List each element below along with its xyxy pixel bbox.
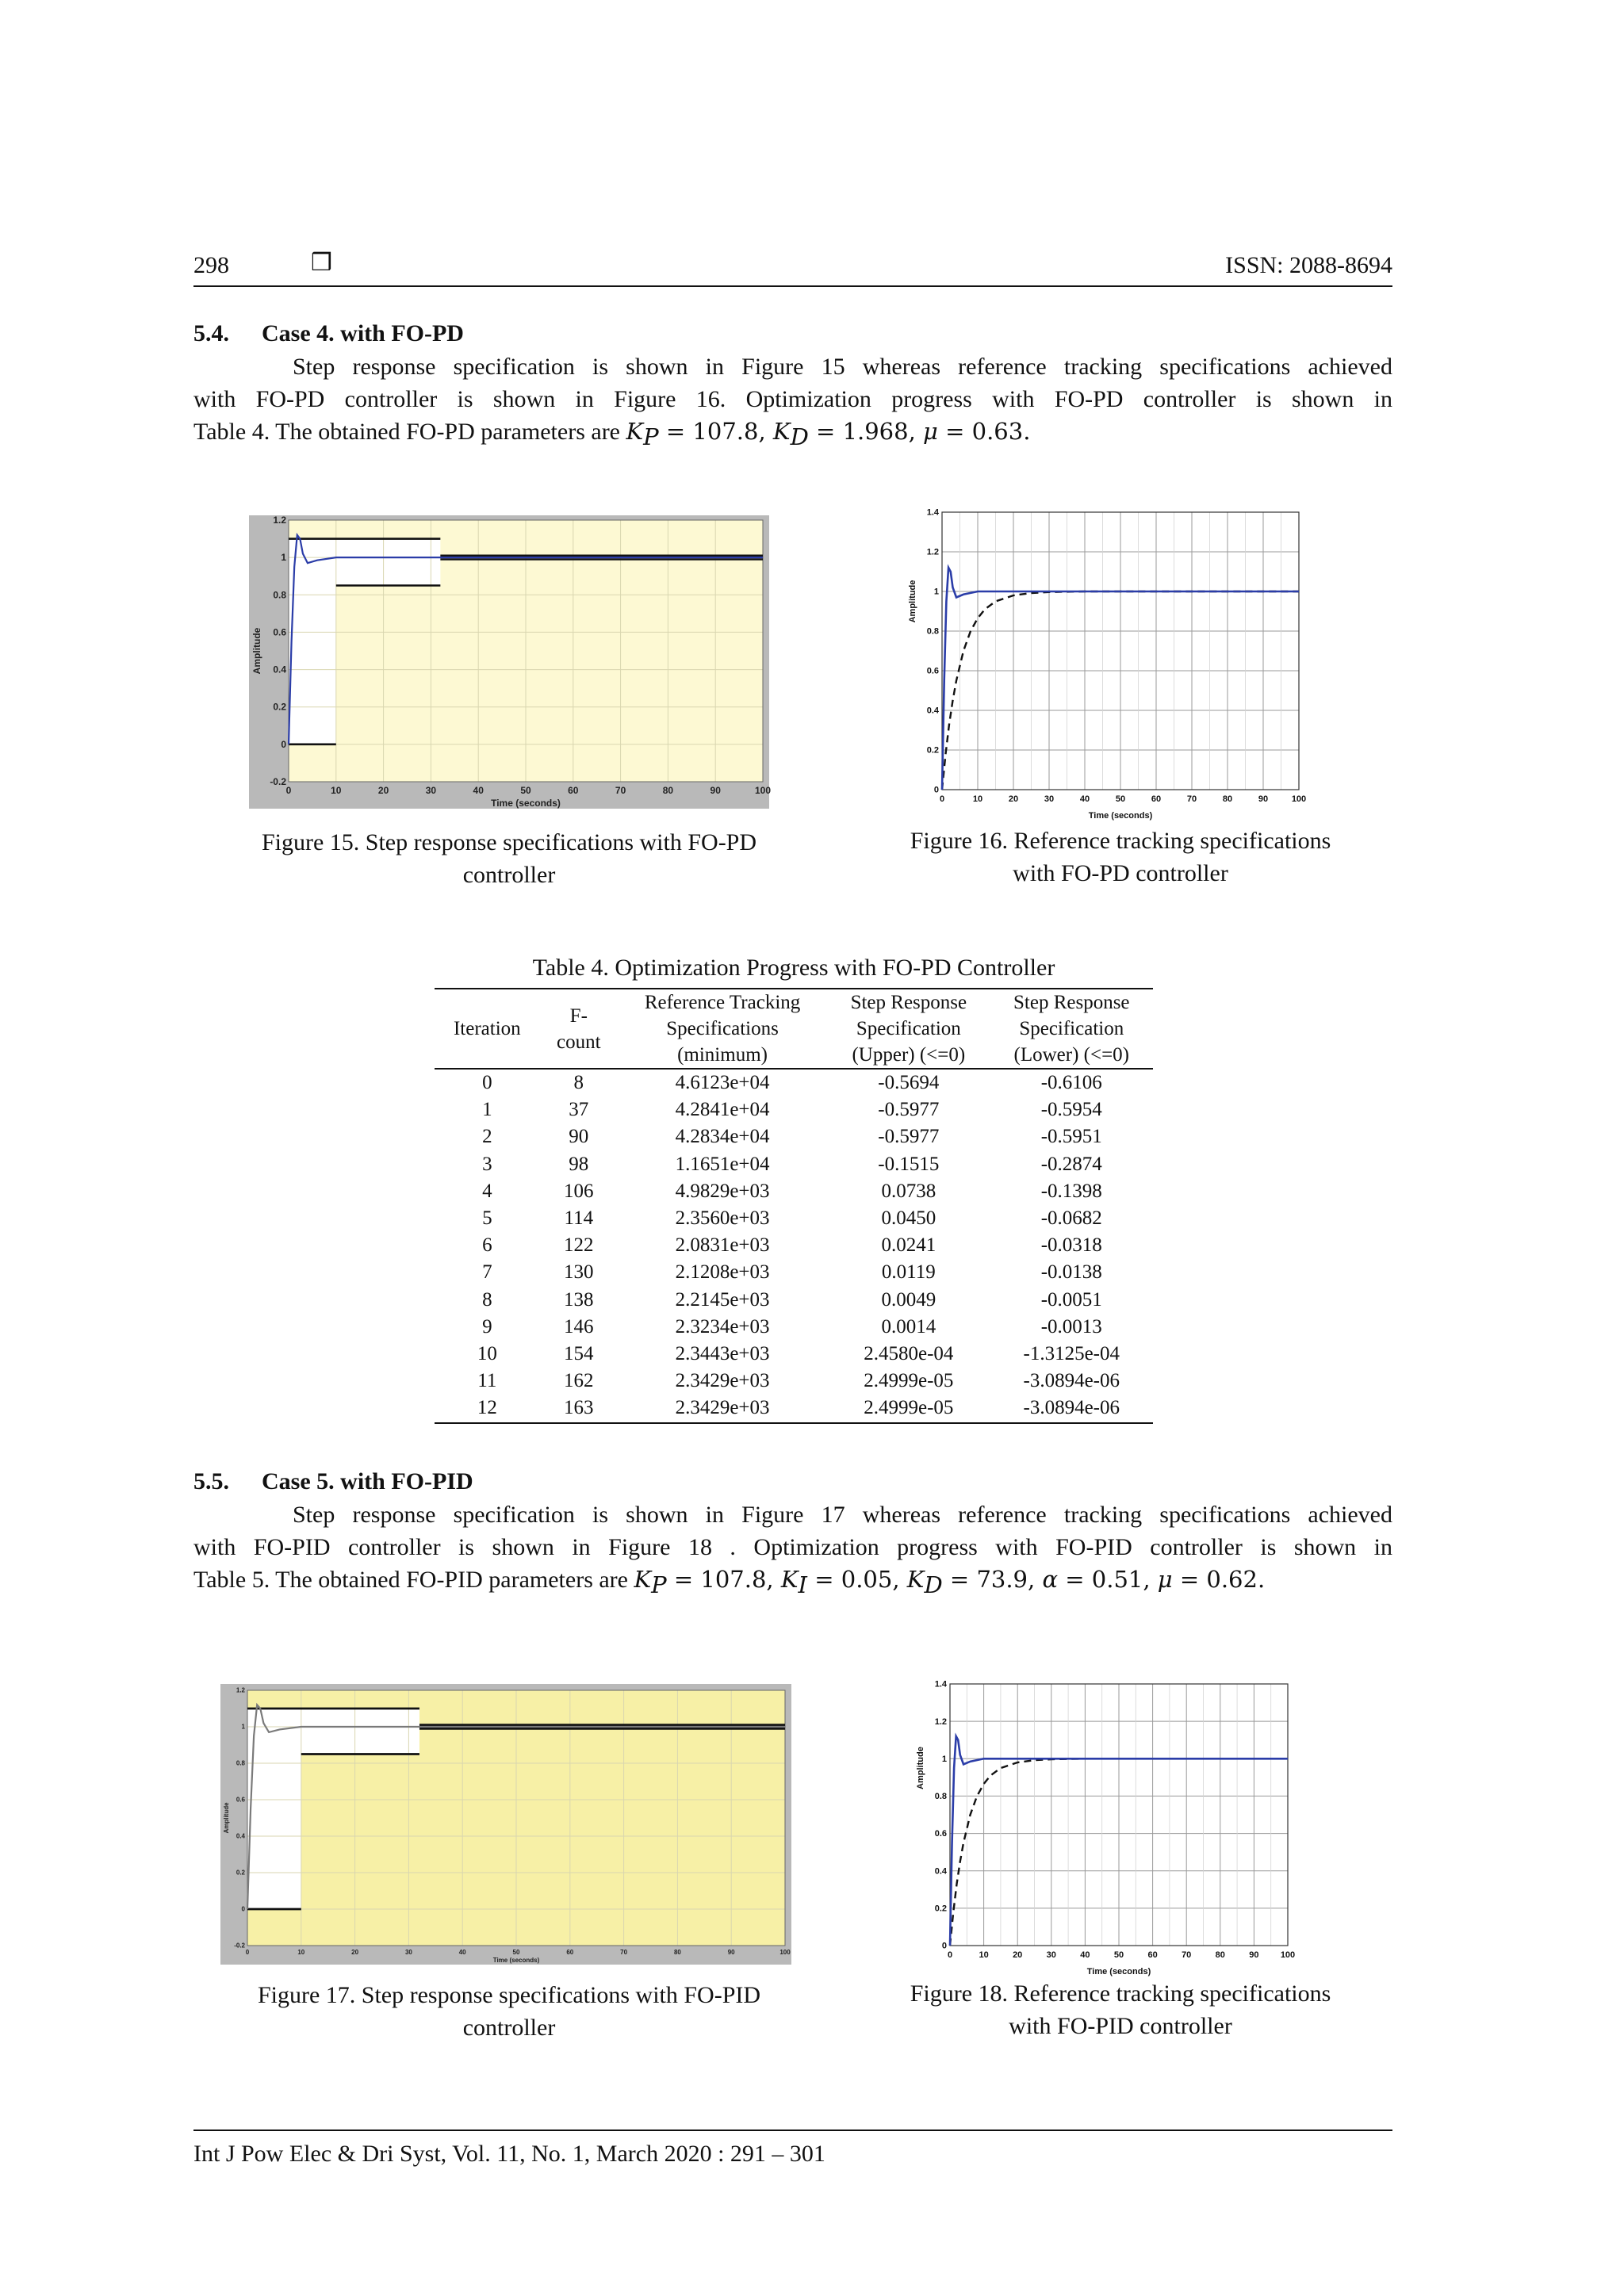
table-row (435, 1259, 1153, 1286)
caption-line: Figure 17. Step response specifications with FO-PID (257, 1982, 761, 2008)
x-tick-label: 20 (1013, 1950, 1023, 1960)
table-cell: 162 (564, 1370, 594, 1392)
table-cell: 163 (564, 1397, 594, 1419)
box-glyph: ❒ (311, 250, 332, 276)
table-row (435, 1232, 1153, 1259)
x-axis-label: Time (seconds) (491, 798, 561, 809)
x-tick-label: 50 (512, 1949, 520, 1956)
table-cell: -1.3125e-04 (1023, 1343, 1120, 1365)
header-line: Step Response (1013, 992, 1130, 1013)
feasible-zone (301, 1709, 419, 1755)
y-tick-label: 0.2 (273, 701, 286, 713)
caption-line: Figure 18. Reference tracking specifications (910, 1980, 1331, 2007)
figure-17-chart (220, 1684, 791, 1965)
caption-line: Figure 15. Step response specifications with FO-PD (261, 829, 757, 855)
x-tick-label: 70 (615, 785, 626, 796)
x-tick-label: 10 (331, 785, 342, 796)
header-line: F- (569, 1004, 588, 1027)
section-title: Case 5. with FO-PID (262, 1468, 473, 1494)
table-cell: 0.0049 (881, 1288, 936, 1311)
table-cell: 6 (482, 1234, 492, 1257)
table-cell: 12 (477, 1397, 497, 1419)
table-cell: -0.1515 (878, 1153, 940, 1175)
y-tick-label: 0.6 (926, 666, 939, 676)
x-tick-label: 40 (1079, 794, 1090, 804)
x-tick-label: 60 (1147, 1950, 1158, 1960)
footer-rule (193, 2130, 1392, 2131)
table-cell: 4 (482, 1180, 492, 1202)
journal-issn: ISSN: 2088-8694 (1225, 252, 1392, 278)
table-cell: 130 (564, 1261, 594, 1284)
header-line: Reference Tracking (644, 992, 801, 1013)
y-tick-label: 1.2 (934, 1716, 947, 1727)
table-row (435, 1069, 1153, 1096)
x-tick-label: 100 (1291, 794, 1307, 804)
caption-line: controller (462, 862, 556, 888)
table-cell: -0.0318 (1040, 1234, 1102, 1257)
table-row (435, 1395, 1153, 1422)
table-cell: -0.0051 (1040, 1288, 1102, 1311)
table-cell: 9 (482, 1315, 492, 1337)
section-title: Case 4. with FO-PD (262, 320, 464, 346)
section-heading-5-5 (193, 1468, 473, 1495)
page-number: 298 (193, 252, 229, 278)
y-axis-label: Amplitude (908, 580, 917, 623)
table-cell: 0.0119 (881, 1261, 936, 1284)
table-cell: 2.3560e+03 (675, 1207, 770, 1230)
footer-citation: Int J Pow Elec & Dri Syst, Vol. 11, No. 1, March 2020 : 291 – 301 (193, 2141, 825, 2167)
x-tick-label: 30 (1046, 1950, 1056, 1960)
y-tick-label: 0.6 (273, 626, 286, 638)
table-cell: -0.5977 (878, 1126, 940, 1148)
x-tick-label: 0 (245, 1949, 250, 1956)
header-line: Step Response (850, 992, 967, 1013)
y-axis-label: Amplitude (223, 1802, 230, 1834)
x-tick-label: 0 (947, 1950, 953, 1960)
x-tick-label: 80 (673, 1949, 681, 1956)
y-tick-label: 0 (281, 738, 286, 750)
x-tick-label: 20 (377, 785, 389, 796)
table-cell: 2.3443e+03 (675, 1343, 770, 1365)
table-row (435, 1287, 1153, 1314)
table-cell: -0.1398 (1040, 1180, 1102, 1202)
x-tick-label: 10 (979, 1950, 989, 1960)
paragraph-line-text: Table 5. The obtained FO-PID parameters are (193, 1567, 628, 1593)
x-tick-label: 40 (458, 1949, 466, 1956)
paragraph-line: with FO-PD controller is shown in Figure 16. Optimization progress with FO-PD controller is shown in (193, 386, 1392, 412)
y-tick-label: -0.2 (270, 776, 286, 787)
y-tick-label: 1.2 (236, 1686, 245, 1694)
table-cell: 2.4999e-05 (864, 1397, 954, 1419)
x-axis-label: Time (seconds) (1088, 811, 1153, 821)
y-tick-label: 1 (241, 1723, 245, 1731)
table-cell: 114 (564, 1207, 594, 1230)
caption-line: Figure 16. Reference tracking specifications (910, 828, 1331, 854)
x-tick-label: 10 (297, 1949, 305, 1956)
table-header-row (435, 989, 1153, 1069)
table-row (435, 1096, 1153, 1123)
table-cell: 0.0241 (881, 1234, 936, 1257)
y-tick-label: 0.2 (236, 1869, 245, 1877)
y-tick-label: 0.4 (926, 706, 939, 716)
table-cell: -0.5694 (878, 1072, 940, 1093)
x-tick-label: 100 (1280, 1950, 1296, 1960)
y-tick-label: 1 (941, 1754, 947, 1764)
section-number: 5.4. (193, 320, 229, 346)
paragraph-line: Step response specification is shown in Figure 17 whereas reference tracking specifications achieved (293, 1502, 1392, 1528)
figure-18-chart (901, 1676, 1297, 1976)
math-params: $K_P = 107.8$, $K_D = 1.968$, μ = 0.63. (626, 418, 1031, 450)
table-cell: -0.5951 (1040, 1126, 1102, 1148)
x-tick-label: 50 (520, 785, 531, 796)
paragraph-line-text: Table 4. The obtained FO-PD parameters are (193, 419, 620, 445)
figure-15-chart (249, 515, 772, 809)
table-cell: 0.0738 (881, 1180, 936, 1202)
figure-16-chart (901, 507, 1313, 823)
table-cell: 0 (482, 1072, 492, 1093)
table-row (435, 1368, 1153, 1395)
x-tick-label: 80 (1215, 1950, 1225, 1960)
table-cell: 2 (482, 1126, 492, 1148)
table-header-cell (540, 989, 618, 1069)
x-tick-label: 20 (1008, 794, 1019, 804)
math-params: $K_P = 107.8$, $K_I = 0.05$, $K_D = 73.9$, α = 0.51, μ = 0.62. (634, 1566, 1266, 1598)
caption-line: with FO-PD controller (1013, 860, 1228, 886)
x-axis-label: Time (seconds) (492, 1957, 540, 1964)
table-row (435, 1178, 1153, 1205)
y-tick-label: 1.2 (926, 547, 939, 557)
table-cell: 2.2145e+03 (675, 1288, 770, 1311)
x-tick-label: 60 (1151, 794, 1162, 804)
table-cell: 2.1208e+03 (675, 1261, 770, 1284)
x-tick-label: 0 (285, 785, 292, 796)
table-row (435, 1151, 1153, 1178)
x-tick-label: 60 (568, 785, 579, 796)
table-cell: -0.2874 (1040, 1153, 1102, 1175)
table-cell: -0.0682 (1040, 1207, 1102, 1230)
y-tick-label: 0 (941, 1941, 947, 1951)
table-header-cell (618, 989, 827, 1069)
header-line: Iteration (453, 1018, 521, 1039)
table-cell: 2.3429e+03 (675, 1397, 770, 1419)
y-tick-label: 0.2 (926, 745, 939, 756)
table-cell: 2.0831e+03 (675, 1234, 770, 1257)
header-line: (Upper) (<=0) (852, 1044, 966, 1066)
header-line: Specification (856, 1018, 961, 1039)
table-cell: 90 (569, 1126, 589, 1148)
table-cell: -0.5954 (1040, 1099, 1102, 1121)
table-cell: 4.2834e+04 (675, 1126, 770, 1148)
table-cell: -0.0013 (1040, 1315, 1102, 1337)
table-cell: 138 (564, 1288, 594, 1311)
x-tick-label: 50 (1115, 794, 1126, 804)
table-cell: -3.0894e-06 (1023, 1370, 1120, 1392)
table-cell: 0.0014 (881, 1315, 936, 1337)
table-cell: 2.4999e-05 (864, 1370, 954, 1392)
table-row (435, 1341, 1153, 1368)
table-cell: 37 (569, 1099, 589, 1121)
feasible-zone (289, 539, 336, 744)
y-axis-label: Amplitude (916, 1747, 925, 1789)
table-cell: 4.2841e+04 (675, 1099, 770, 1121)
caption-line: with FO-PID controller (1009, 2013, 1232, 2039)
y-tick-label: 0.8 (926, 626, 939, 637)
x-tick-label: 90 (710, 785, 721, 796)
y-tick-label: 1.2 (273, 515, 286, 526)
x-tick-label: 90 (727, 1949, 735, 1956)
y-tick-label: 1 (281, 552, 286, 564)
x-tick-label: 60 (566, 1949, 574, 1956)
paragraph-line: Step response specification is shown in Figure 15 whereas reference tracking specifications achieved (293, 354, 1392, 380)
x-tick-label: 40 (473, 785, 484, 796)
x-tick-label: 20 (351, 1949, 359, 1956)
y-tick-label: 0.4 (934, 1866, 947, 1877)
section-5-4-paragraph (193, 350, 1392, 453)
table-row (435, 1314, 1153, 1341)
y-tick-label: 0.8 (934, 1792, 947, 1802)
y-axis-label: Amplitude (251, 627, 262, 675)
table-row (435, 1205, 1153, 1232)
figure-16-caption (864, 825, 1377, 890)
paragraph-line-params (193, 415, 1392, 453)
table-cell: 106 (564, 1180, 594, 1202)
table-cell: 10 (477, 1343, 497, 1365)
table-cell: 3 (482, 1153, 492, 1175)
table-header-cell (827, 989, 990, 1069)
table-header-cell (435, 989, 540, 1069)
caption-line: controller (462, 2015, 556, 2041)
x-tick-label: 70 (620, 1949, 628, 1956)
section-5-5-paragraph (193, 1498, 1392, 1601)
x-tick-label: 70 (1182, 1950, 1192, 1960)
table-cell: 146 (564, 1315, 594, 1337)
paragraph-line-params (193, 1563, 1392, 1601)
y-tick-label: 1.4 (934, 1679, 947, 1689)
x-tick-label: 80 (662, 785, 674, 796)
y-tick-label: 0.2 (934, 1904, 947, 1914)
table-cell: 1 (482, 1099, 492, 1121)
table-cell: 98 (569, 1153, 589, 1175)
header-line: Specifications (666, 1018, 779, 1039)
table-cell: -0.0138 (1040, 1261, 1102, 1284)
y-tick-label: 0.8 (273, 589, 286, 601)
y-tick-label: 0.6 (934, 1829, 947, 1839)
y-tick-label: 0.8 (236, 1759, 245, 1767)
table-cell: 11 (477, 1370, 497, 1392)
table-cell: 154 (564, 1343, 594, 1365)
y-tick-label: 1.4 (926, 507, 939, 518)
header-rule (193, 285, 1392, 287)
x-tick-label: 10 (972, 794, 983, 804)
x-tick-label: 30 (404, 1949, 412, 1956)
paragraph-line: with FO-PID controller is shown in Figure 18 . Optimization progress with FO-PID controller is shown in (193, 1534, 1392, 1560)
section-heading-5-4 (193, 320, 464, 347)
section-number: 5.5. (193, 1468, 229, 1494)
header-line: Specification (1019, 1018, 1124, 1039)
x-tick-label: 90 (1258, 794, 1269, 804)
table-row (435, 1123, 1153, 1150)
table-cell: 2.3234e+03 (675, 1315, 770, 1337)
table-cell: 1.1651e+04 (675, 1153, 770, 1175)
x-tick-label: 100 (779, 1949, 791, 1956)
y-tick-label: -0.2 (234, 1942, 245, 1950)
feasible-zone (336, 539, 441, 586)
header-line: (Lower) (<=0) (1013, 1044, 1130, 1066)
table-cell: 5 (482, 1207, 492, 1230)
table-cell: 122 (564, 1234, 594, 1257)
table-cell: 2.3429e+03 (675, 1370, 770, 1392)
table-cell: 4.9829e+03 (675, 1180, 770, 1202)
table-4-caption: Table 4. Optimization Progress with FO-PD Controller (532, 955, 1055, 981)
x-axis-label: Time (seconds) (1086, 1967, 1151, 1976)
table-cell: 8 (482, 1288, 492, 1311)
feasible-zone (247, 1709, 301, 1909)
y-tick-label: 0.4 (236, 1832, 245, 1840)
figure-18-caption (864, 1977, 1377, 2042)
y-tick-label: 0.4 (273, 664, 286, 675)
y-tick-label: 0 (241, 1905, 245, 1913)
table-header-cell (990, 989, 1153, 1069)
x-tick-label: 40 (1080, 1950, 1090, 1960)
table-cell: -3.0894e-06 (1023, 1397, 1120, 1419)
x-tick-label: 30 (425, 785, 437, 796)
table-cell: 8 (573, 1072, 584, 1093)
table-cell: 7 (482, 1261, 492, 1284)
x-tick-label: 0 (939, 794, 945, 804)
x-tick-label: 30 (1044, 794, 1055, 804)
table-cell: -0.6106 (1040, 1072, 1102, 1093)
y-tick-label: 0.6 (236, 1796, 245, 1804)
figure-17-caption (193, 1979, 825, 2044)
x-tick-label: 80 (1222, 794, 1233, 804)
x-tick-label: 100 (754, 785, 772, 796)
x-tick-label: 50 (1113, 1950, 1124, 1960)
figure-15-caption (193, 826, 825, 891)
header-line: count (557, 1031, 601, 1053)
y-tick-label: 1 (933, 587, 939, 597)
y-tick-label: 0 (933, 785, 939, 795)
table-cell: 4.6123e+04 (675, 1072, 770, 1093)
table-cell: -0.5977 (878, 1099, 940, 1121)
table-4 (435, 988, 1153, 1424)
x-tick-label: 90 (1249, 1950, 1259, 1960)
header-line: (minimum) (677, 1044, 768, 1066)
table-cell: 0.0450 (881, 1207, 936, 1230)
table-cell: 2.4580e-04 (864, 1343, 954, 1365)
x-tick-label: 70 (1186, 794, 1197, 804)
